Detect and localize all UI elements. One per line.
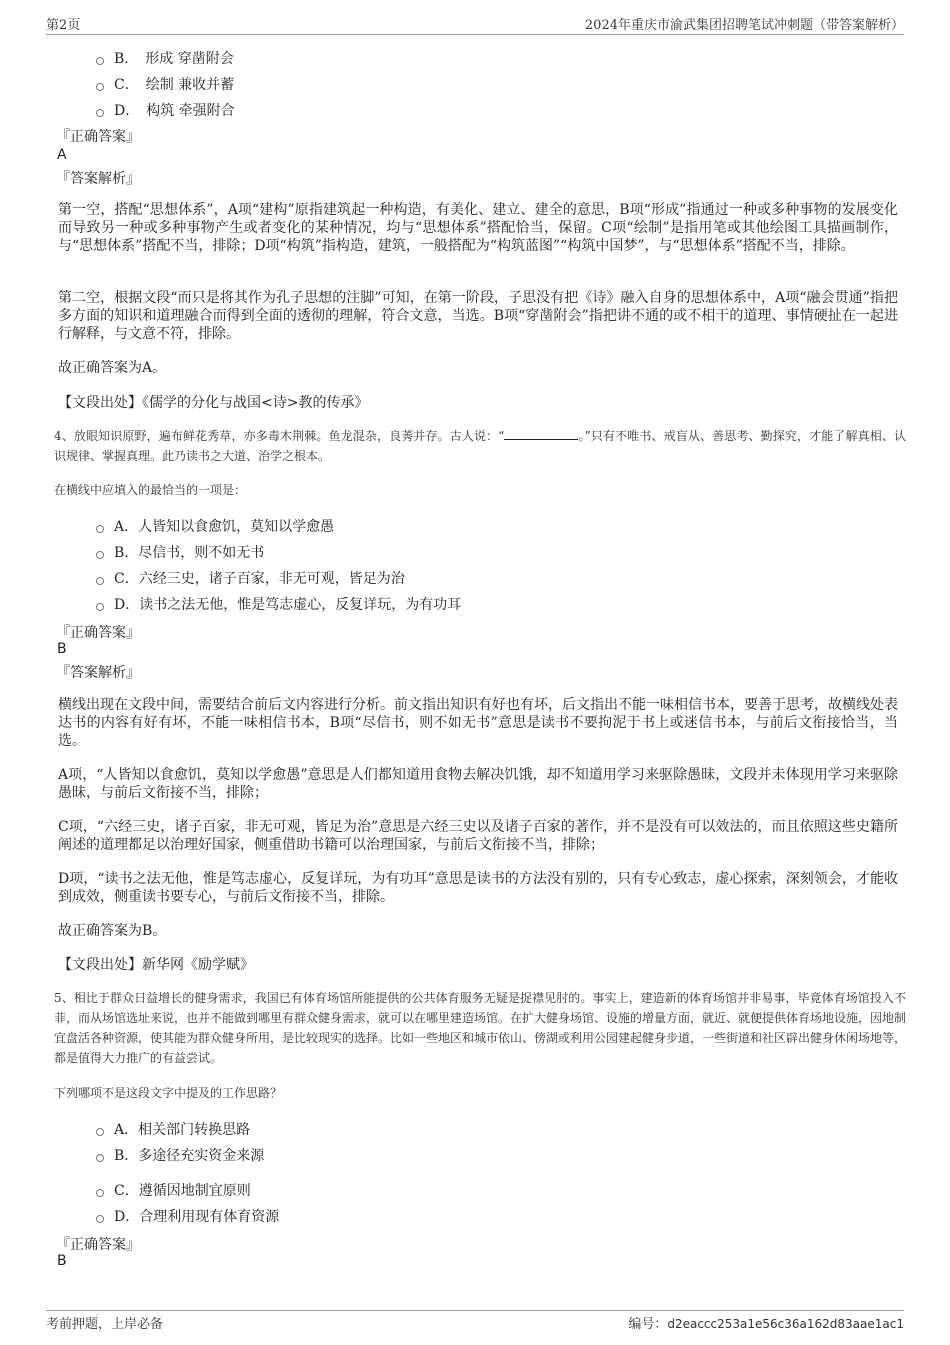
radio-icon[interactable] — [96, 109, 104, 117]
radio-icon[interactable] — [96, 1215, 104, 1223]
q5-prompt: 下列哪项不是这段文字中提及的工作思路？ — [54, 1086, 283, 1100]
q4-analysis-label: 『答案解析』 — [56, 665, 140, 681]
page-number: 第2页 — [46, 18, 81, 33]
q4-analysis-paragraph: 横线出现在文段中间，需要结合前后文内容进行分析。前文指出知识有好也有坏，后文指出不能一味相信书本，要善于思考，故横线处表达书的内容有好有坏，不能一味相信书本，B项“尽信书，则不如无书”意思是读书不要拘泥于书上或迷信书本，与前后文衔接恰当，当选。 — [58, 697, 898, 749]
q4-prompt: 在横线中应填入的最恰当的一项是： — [54, 483, 247, 497]
q5-option-a[interactable]: A．相关部门转换思路 — [96, 1119, 250, 1139]
q3-analysis-paragraph: 第二空，根据文段“而只是将其作为孔子思想的注脚”可知，在第一阶段，子思没有把《诗》融入自身的思想体系中，A项“融会贯通”指把多方面的知识和道理融合而得到全面的透彻的理解，符合文意，当选。B项“穿凿附会”指把讲不通的或不相干的道理、事情硬扯在一起进行解释，与文意不符，排除。 — [58, 290, 898, 342]
radio-icon[interactable] — [96, 1128, 104, 1136]
q5-answer: B — [57, 1253, 67, 1269]
q4-option-b[interactable]: B．尽信书，则不如无书 — [96, 542, 264, 562]
fill-blank — [504, 427, 578, 440]
q4-answer: B — [57, 641, 67, 657]
radio-icon[interactable] — [96, 577, 104, 585]
radio-icon[interactable] — [96, 525, 104, 533]
q4-option-c[interactable]: C．六经三史，诸子百家，非无可观，皆足为治 — [96, 568, 405, 588]
q4-conclusion: 故正确答案为B。 — [58, 923, 167, 939]
radio-icon[interactable] — [96, 603, 104, 611]
q3-analysis-paragraph: 第一空，搭配“思想体系”，A项“建构”原指建筑起一种构造，有美化、建立、建全的意思，B项“形成”指通过一种或多种事物的发展变化而导致另一种或多种事物产生或者变化的某种情况，均与“思想体系”搭配恰当，保留。C项“绘制”是指用笔或其他绘图工具描画制作，与“思想体系”搭配不当，排除；D项“构筑”指构造，建筑，一般搭配为“构筑蓝图”“构筑中国梦”，与“思想体系”搭配不当，排除。 — [58, 202, 898, 254]
radio-icon[interactable] — [96, 57, 104, 65]
q4-answer-label: 『正确答案』 — [56, 625, 140, 641]
document-title: 2024年重庆市渝武集团招聘笔试冲刺题（带答案解析） — [584, 18, 904, 33]
q3-option-d[interactable]: D． 构筑 牵强附合 — [96, 100, 235, 120]
q3-option-b[interactable]: B． 形成 穿凿附会 — [96, 48, 234, 68]
q3-option-c[interactable]: C． 绘制 兼收并蓄 — [96, 74, 234, 94]
radio-icon[interactable] — [96, 1154, 104, 1162]
q5-option-d[interactable]: D．合理利用现有体育资源 — [96, 1206, 279, 1226]
document-code: 编号：d2eaccc253a1e56c36a162d83aae1ac1 — [628, 1317, 904, 1332]
q4-analysis-paragraph: C项，“六经三史，诸子百家，非无可观，皆足为治”意思是六经三史以及诸子百家的著作，并不是没有可以效法的，而且依照这些史籍所阐述的道理都足以治理好国家，侧重借助书籍可以治理国家，与前后文衔接不当，排除； — [58, 819, 898, 853]
q4-analysis-paragraph: D项，“读书之法无他，惟是笃志虚心，反复详玩，为有功耳”意思是读书的方法没有别的，只有专心致志，虚心探索，深刻领会，才能收到成效，侧重读书要专心，与前后文衔接不当，排除。 — [58, 871, 898, 905]
q4-analysis-paragraph: A项，“人皆知以食愈饥，莫知以学愈愚”意思是人们都知道用食物去解决饥饿，却不知道用学习来驱除愚昧，文段并未体现用学习来驱除愚昧，与前后文衔接不当，排除； — [58, 767, 898, 801]
q3-answer: A — [57, 147, 67, 163]
q5-option-c[interactable]: C．遵循因地制宜原则 — [96, 1180, 251, 1200]
radio-icon[interactable] — [96, 1189, 104, 1197]
footer-slogan: 考前押题，上岸必备 — [46, 1317, 164, 1332]
q3-source: 【文段出处】《儒学的分化与战国<诗>教的传承》 — [58, 395, 369, 411]
q3-conclusion: 故正确答案为A。 — [58, 360, 167, 376]
q5-stem: 5、相比于群众日益增长的健身需求，我国已有体育场馆所能提供的公共体育服务无疑是捉襟见肘的。事实上，建造新的体育场馆并非易事，毕竟体育场馆投入不菲，而从场馆选址来说，也并不能做到哪里有群众健身需求，就可以在哪里建造场馆。在扩大健身场馆、设施的增量方面，就近、就便提供体育场地设施，因地制宜盘活各种资源，使其能为群众健身所用，是比较现实的选择。比如一些地区和城市依山、傍湖或利用公园建起健身步道，一些街道和社区辟出健身休闲场地等，都是值得大力推广的有益尝试。 — [54, 991, 907, 1065]
q3-analysis-label: 『答案解析』 — [56, 171, 140, 187]
radio-icon[interactable] — [96, 83, 104, 91]
q5-answer-label: 『正确答案』 — [56, 1237, 140, 1253]
q4-option-a[interactable]: A．人皆知以食愈饥，莫知以学愈愚 — [96, 516, 334, 536]
q4-stem: 4、放眼知识原野，遍布鲜花秀草，亦多毒木荆棘。鱼龙混杂，良莠并存。古人说：“ 。”只有不唯书、戒盲从、善思考、勤探究，才能了解真相、认识规律、掌握真理。此乃读书之大道、治学之根本。 — [54, 429, 906, 463]
q4-option-d[interactable]: D．读书之法无他，惟是笃志虚心，反复详玩，为有功耳 — [96, 594, 461, 614]
q3-answer-label: 『正确答案』 — [56, 129, 140, 145]
footer-divider — [46, 1310, 904, 1311]
header-divider — [46, 34, 904, 35]
q5-option-b[interactable]: B．多途径充实资金来源 — [96, 1145, 264, 1165]
radio-icon[interactable] — [96, 551, 104, 559]
q4-source: 【文段出处】新华网《励学赋》 — [58, 957, 254, 973]
